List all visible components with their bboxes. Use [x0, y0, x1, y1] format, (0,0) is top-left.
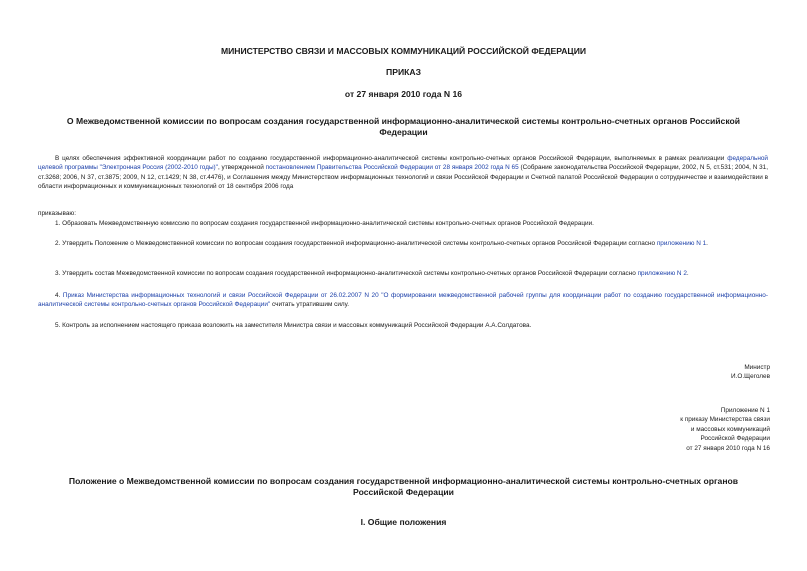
appendix-header: [570, 406, 770, 453]
appendix-line-4: Российской Федерации: [700, 435, 770, 443]
signature-block: [570, 363, 770, 382]
item-1: 1. Образовать Межведомственную комиссию по вопросам создания государственной информационно-аналитической системы контрольно-счетных органов Российской Федерации.: [55, 220, 594, 227]
appendix-line-2: к приказу Министерства связи: [680, 416, 770, 424]
doc-date: от 27 января 2010 года N 16: [344, 89, 463, 99]
item-4-num: 4.: [55, 292, 63, 299]
appendix-line-1: Приложение N 1: [720, 407, 770, 414]
page-title: [40, 116, 767, 138]
appendix-line-3: и массовых коммуникаций: [690, 425, 770, 433]
appendix-line-5: от 27 января 2010 года N 16: [686, 444, 770, 452]
section-heading: I. Общие положения: [360, 517, 447, 527]
item-5: 5. Контроль за исполнением настоящего приказа возложить на заместителя Министра связи и массовых коммуникаций Российской Федерации А.А.Солдатова.: [55, 322, 532, 329]
appendix-2-link[interactable]: приложению N 2: [637, 270, 687, 277]
ministry-header: МИНИСТЕРСТВО СВЯЗИ И МАССОВЫХ КОММУНИКАЦИЙ РОССИЙСКОЙ ФЕДЕРАЦИИ: [220, 46, 587, 56]
item-3-text: 3. Утвердить состав Межведомственной комиссии по вопросам создания государственной информационно-аналитической системы контрольно-счетных органов Российской Федерации согласно: [55, 270, 638, 277]
item-2-end: .: [706, 240, 708, 247]
item-2-text: 2. Утвердить Положение о Межведомственной комиссии по вопросам создания государственной информационно-аналитической системы контрольно-счетных органов Российской Федерации согласно: [55, 240, 657, 247]
title-line-1: О Межведомственной комиссии по вопросам создания государственной информационно-аналитической системы контрольно-счетных органов Российской: [66, 116, 741, 126]
preamble-text-1: В целях обеспечения эффективной координации работ по созданию государственной информационно-аналитической системы контрольно-счетных органов Российской Федерации, выполняемых в рамках реализации: [55, 155, 728, 162]
item-3-end: .: [686, 270, 689, 277]
appendix-1-link[interactable]: приложению N 1: [656, 240, 707, 247]
item-4: [38, 291, 768, 310]
signature-position: Министр: [744, 364, 770, 371]
item-4-end: считать утратившим силу.: [270, 301, 349, 309]
preamble-text-3: (Собрание законодательства Российской Федерации, 2002, N 5, ст.531; 2004, N 31, ст.3268; 2006, N 37, ст.3875; 2009, N 12, ст.1429; N 38, ст.4476), и Соглашения между Министерством информационных технологий и связи Российской Федерации и Счетной палатой Российской Федерации о сотрудничестве и взаимодействии в области информационных и коммуникационных технологий от 18 сентября 2006 года: [38, 164, 769, 191]
title-line-2: Федерации: [379, 127, 428, 137]
regulation-title: [40, 476, 767, 498]
resolution-link[interactable]: постановлением Правительства Российской Федерации от 28 января 2002 года N 65: [265, 164, 519, 172]
regulation-title-line-2: Российской Федерации: [353, 487, 454, 497]
doc-type: ПРИКАЗ: [386, 67, 421, 77]
item-3: [38, 269, 768, 278]
program-link[interactable]: федеральной целевой программы "Электронная Россия (2002-2010 годы)": [38, 155, 768, 172]
signature-name: И.О.Щеголев: [731, 373, 770, 381]
preamble-text-2: , утвержденной: [217, 164, 266, 172]
item-2: [38, 239, 768, 248]
ministry-order-link[interactable]: Приказ Министерства информационных технологий и связи Российской Федерации от 26.02.2007 N 20 "О формировании межведомственной рабочей группы для координации работ по созданию государственной информационно-аналитической системы контрольно-счетных органов Российской Федерации": [38, 292, 768, 309]
order-word: приказываю:: [38, 210, 76, 217]
preamble-paragraph: [38, 154, 768, 192]
regulation-title-line-1: Положение о Межведомственной комиссии по вопросам создания государственной информационно-аналитической системы контрольно-счетных органов: [68, 476, 739, 486]
